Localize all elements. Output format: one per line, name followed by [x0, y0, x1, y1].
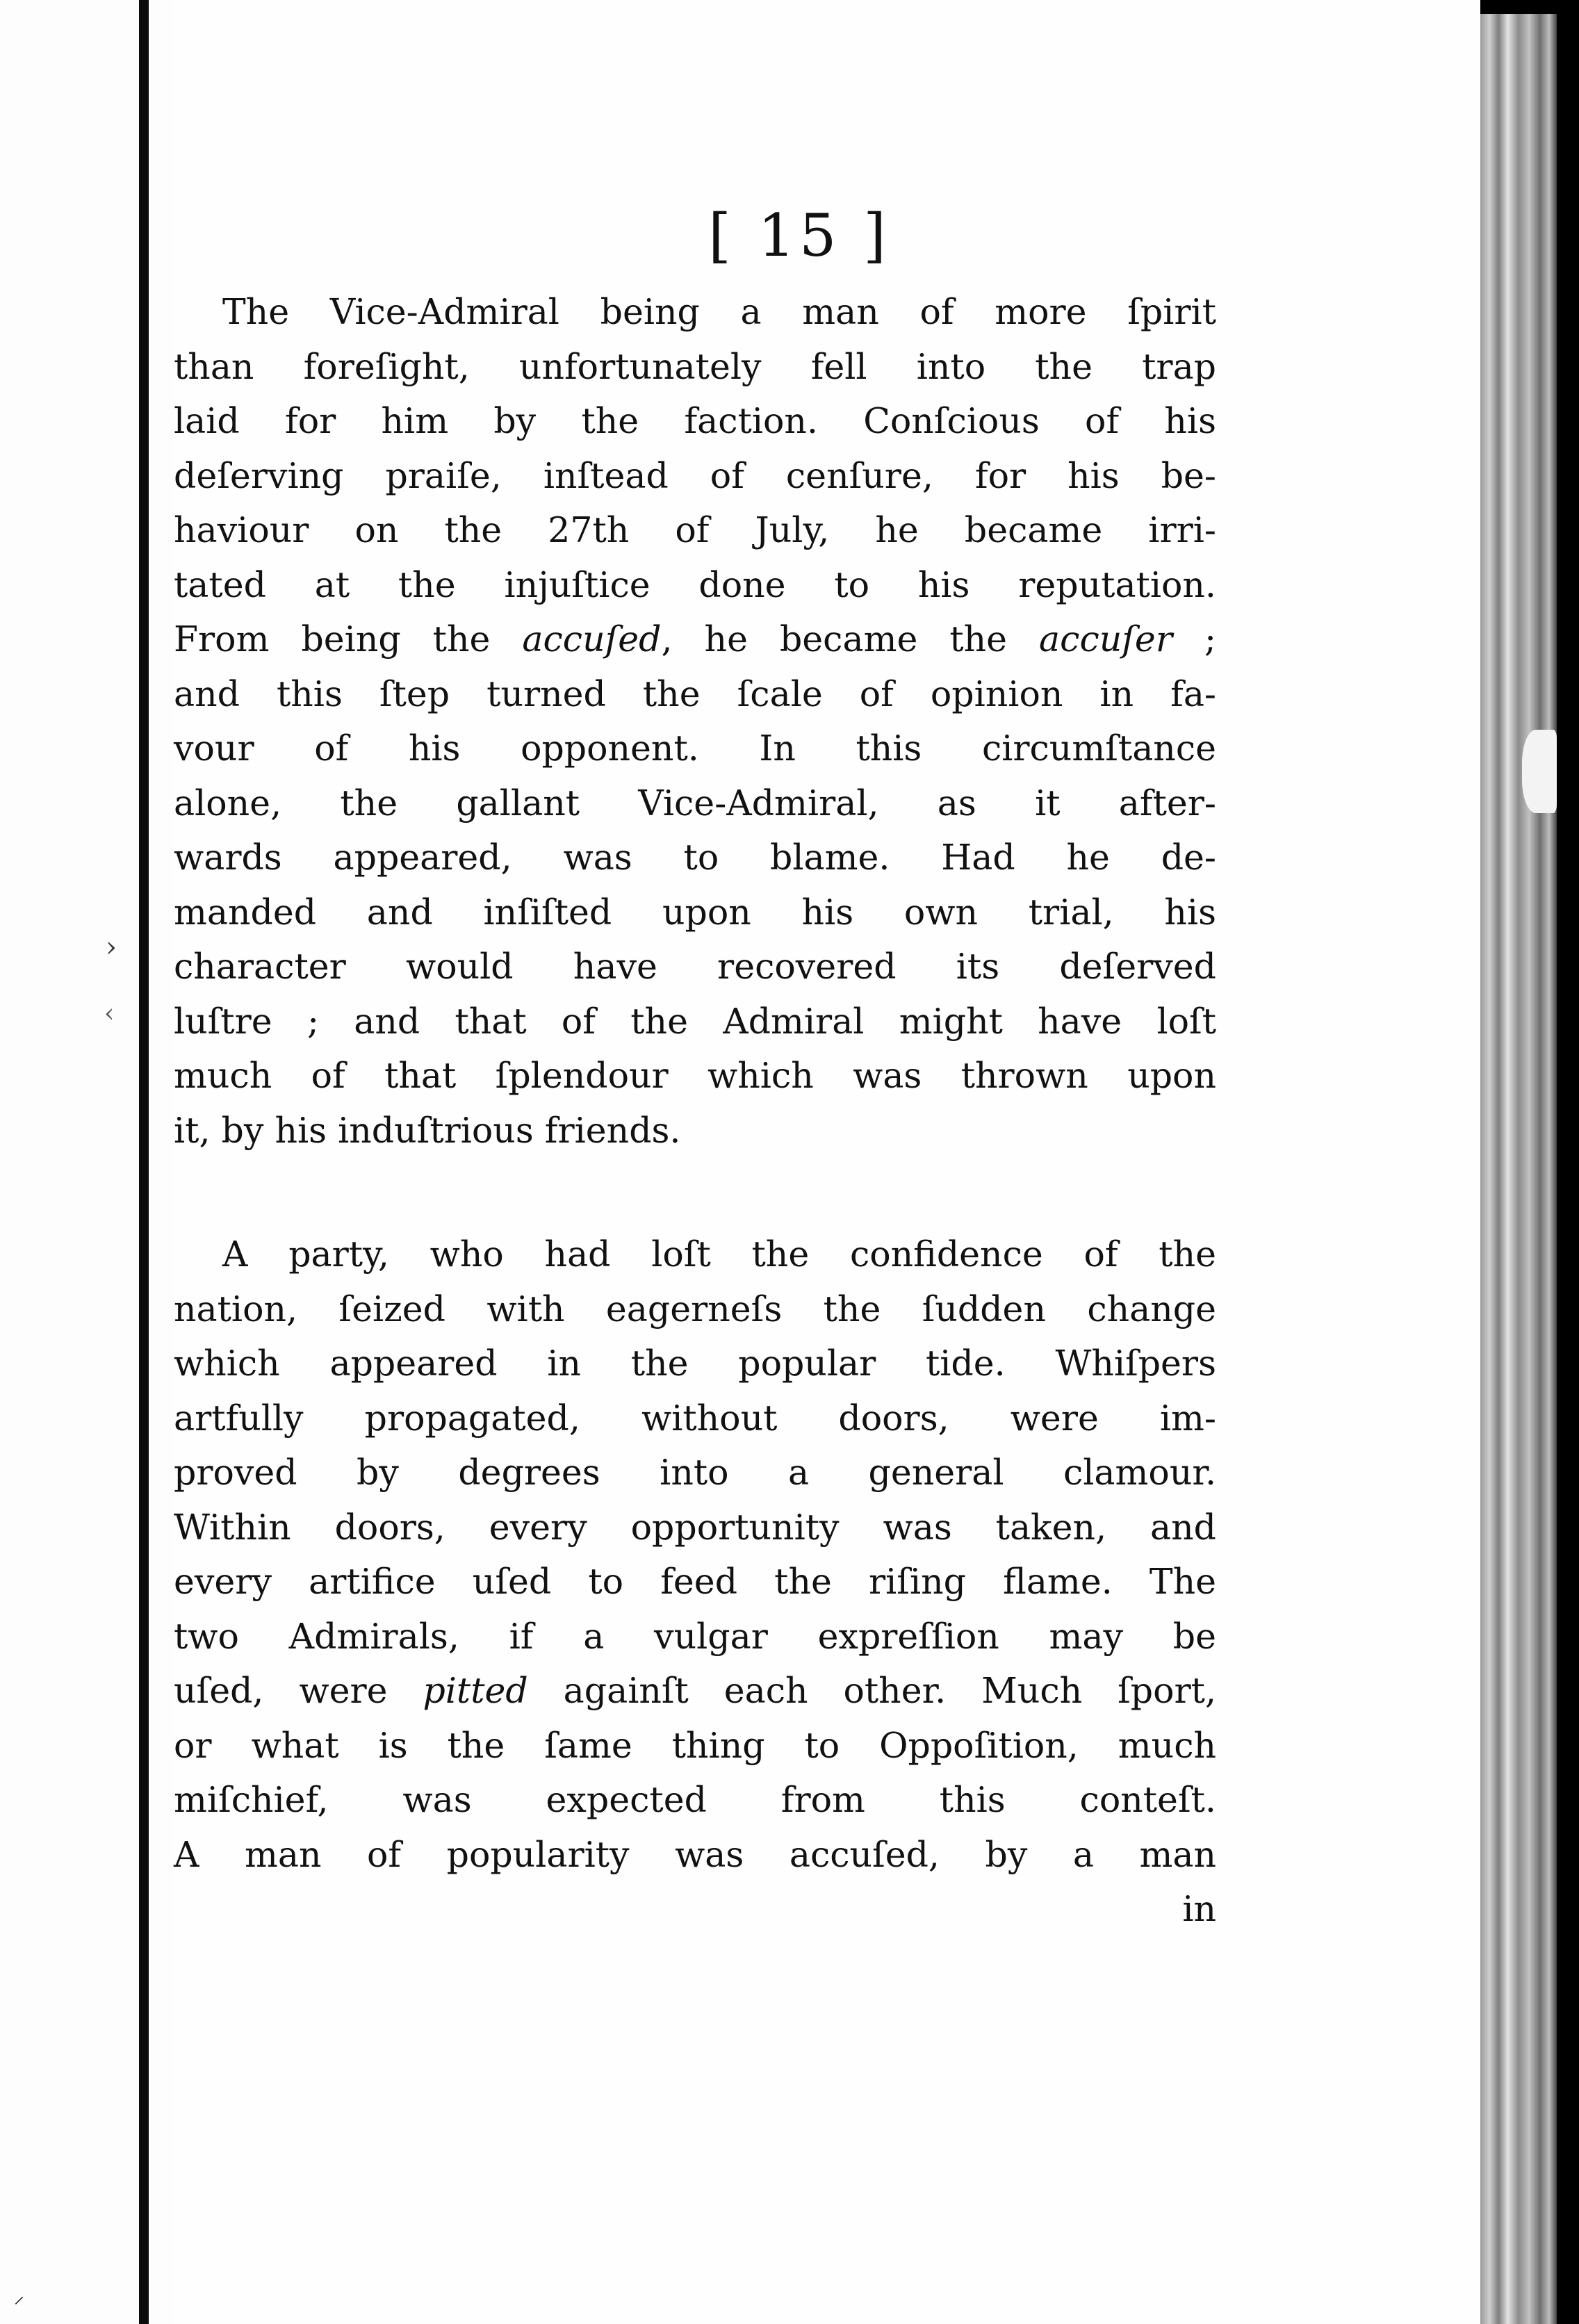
text-line: Within doors, every opportunity was taken, and [174, 1506, 1216, 1548]
text-line: The Vice-Admiral being a man of more ſpirit [222, 291, 1216, 332]
text-line: every artifice uſed to feed the riſing flame. The [174, 1561, 1216, 1602]
text-line: tated at the injuſtice done to his reputation. [174, 564, 1216, 605]
binding-shadow [139, 0, 149, 2324]
text-line: two Admirals, if a vulgar expreſſion may be [174, 1615, 1216, 1657]
text-line: or what is the ſame thing to Oppoſition, much [174, 1724, 1216, 1766]
text-line: much of that ſplendour which was thrown upon [174, 1055, 1216, 1096]
text-line: wards appeared, was to blame. Had he de- [174, 837, 1216, 878]
text-line: uſed, were pitted againſt each other. Much ſport, [174, 1670, 1216, 1711]
text-line: nation, ſeized with eagerneſs the ſudden change [174, 1288, 1216, 1329]
text-line: character would have recovered its deſerved [174, 946, 1216, 987]
margin-mark: ⸍ [14, 2293, 24, 2317]
margin-mark: ‹ [104, 999, 115, 1028]
text-line: A party, who had loſt the confidence of the [222, 1234, 1216, 1275]
page-edges [1480, 14, 1557, 2324]
text-line: and this ſtep turned the ſcale of opinion in fa- [174, 673, 1216, 714]
page-number: [ 15 ] [708, 202, 890, 270]
margin-mark: › [106, 931, 117, 963]
text-line: it, by his induſtrious friends. [174, 1109, 681, 1151]
text-line: manded and inſiſted upon his own trial, his [174, 891, 1216, 933]
text-line: deſerving praiſe, inſtead of cenſure, for his be- [174, 455, 1216, 496]
body-text [174, 285, 1216, 1937]
text-line: than foreſight, unfortunately fell into the trap [174, 345, 1216, 387]
paragraph-gap [174, 1158, 1216, 1227]
text-line: haviour on the 27th of July, he became irri- [174, 509, 1216, 550]
facing-page-margin [0, 0, 174, 2324]
catchword: in [1182, 1888, 1216, 1929]
paragraph [174, 285, 1216, 1158]
text-line: miſchief, was expected from this conteſt. [174, 1779, 1216, 1820]
text-line: alone, the gallant Vice-Admiral, as it after- [174, 782, 1216, 824]
text-line: luſtre ; and that of the Admiral might have loſt [174, 1000, 1216, 1042]
text-line: laid for him by the faction. Conſcious of his [174, 400, 1216, 441]
torn-edge [1522, 730, 1557, 813]
text-line: A man of popularity was accuſed, by a man [174, 1833, 1216, 1875]
text-line: vour of his opponent. In this circumſtance [174, 728, 1216, 769]
text-line: proved by degrees into a general clamour. [174, 1452, 1216, 1493]
paragraph [174, 1227, 1216, 1882]
text-line: From being the accuſed, he became the accuſer ; [174, 619, 1216, 660]
text-line: which appeared in the popular tide. Whiſpers [174, 1343, 1216, 1384]
text-line: artfully propagated, without doors, were im- [174, 1397, 1216, 1439]
